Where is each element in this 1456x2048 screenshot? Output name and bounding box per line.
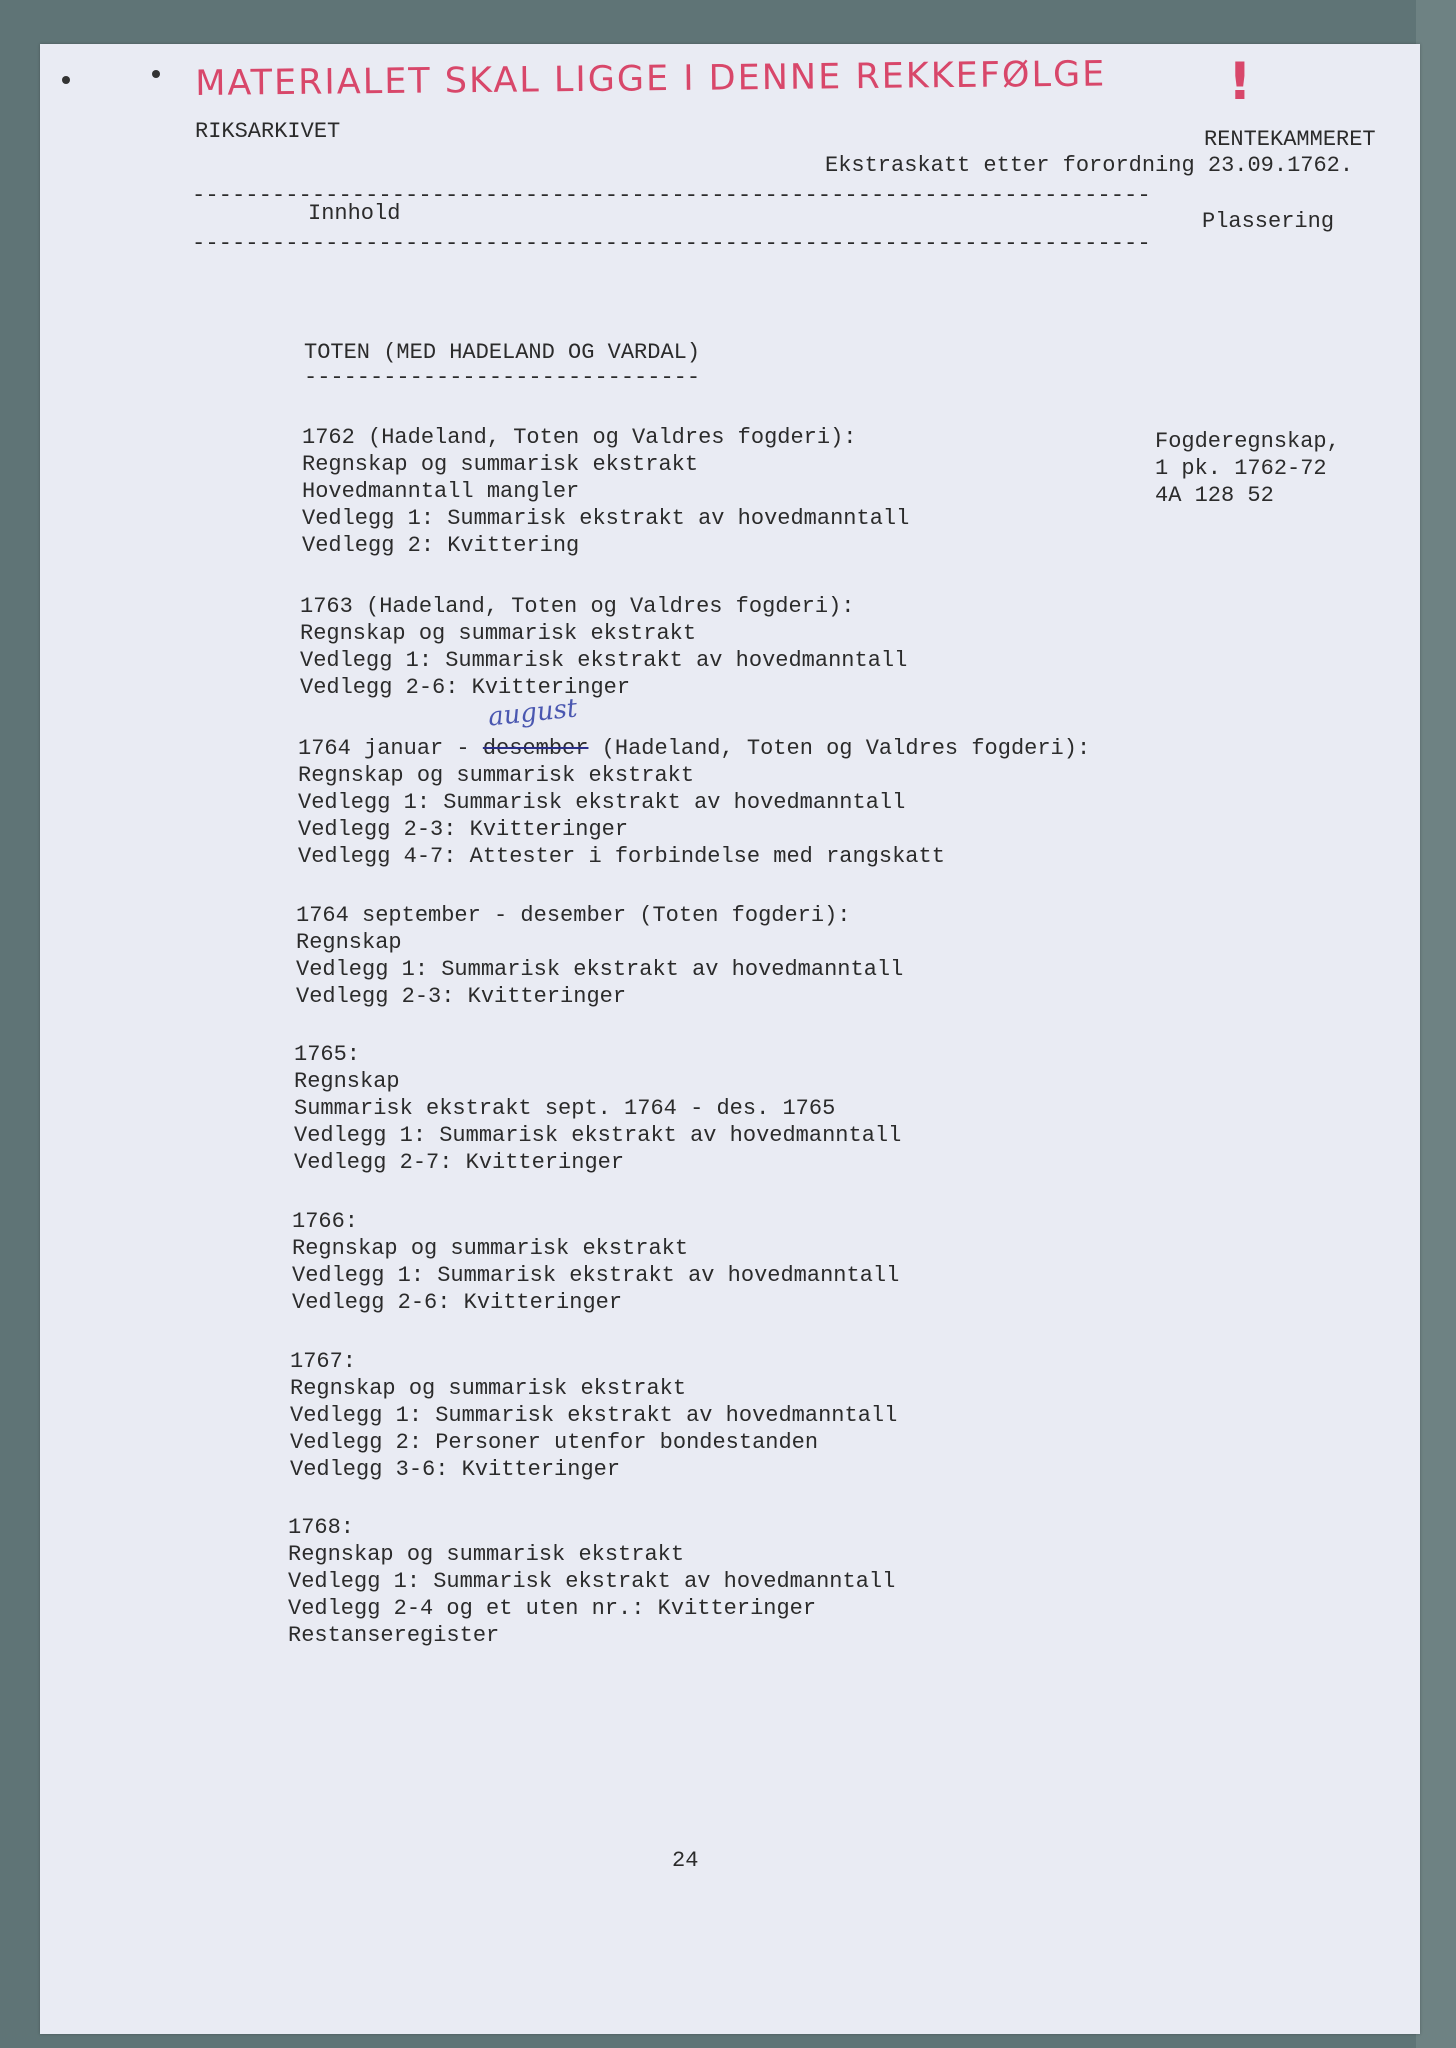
column-header-location: Plassering: [1202, 209, 1335, 234]
entry-line: Vedlegg 1: Summarisk ekstrakt av hovedmanntall: [296, 957, 904, 982]
entry-line: Vedlegg 2-3: Kvitteringer: [298, 817, 629, 842]
location-line: 4A 128 52: [1155, 483, 1274, 508]
entry-line: Vedlegg 2-4 og et uten nr.: Kvitteringer: [288, 1596, 817, 1621]
location-line: Fogderegnskap,: [1155, 429, 1340, 454]
entry-heading: [298, 735, 1090, 762]
entry-line: Regnskap og summarisk ekstrakt: [290, 1376, 687, 1401]
entry-line: Vedlegg 2: Kvittering: [302, 533, 580, 558]
entry-line: Hovedmanntall mangler: [302, 479, 580, 504]
entry-line: Restanseregister: [288, 1623, 500, 1648]
entry-line: Regnskap og summarisk ekstrakt: [302, 452, 699, 477]
archive-right: RENTEKAMMERET: [1204, 127, 1376, 152]
entry-line: Regnskap og summarisk ekstrakt: [298, 763, 695, 788]
entry-line: Vedlegg 2-7: Kvitteringer: [294, 1150, 625, 1175]
background-right: [1416, 0, 1456, 2048]
document-page: [40, 44, 1420, 2034]
section-title: TOTEN (MED HADELAND OG VARDAL): [304, 340, 701, 365]
entry-heading: 1767:: [290, 1349, 357, 1374]
handwritten-correction: august: [486, 693, 579, 733]
entry-line: Vedlegg 1: Summarisk ekstrakt av hovedmanntall: [302, 506, 910, 531]
entry-line: Vedlegg 1: Summarisk ekstrakt av hovedmanntall: [298, 790, 906, 815]
struck-word: desember: [482, 736, 589, 761]
entry-line: Vedlegg 1: Summarisk ekstrakt av hovedmanntall: [288, 1569, 896, 1594]
entry-line: Summarisk ekstrakt sept. 1764 - des. 1765: [294, 1096, 836, 1121]
heading-part: (Hadeland, Toten og Valdres fogderi):: [588, 736, 1091, 761]
entry-heading: 1765:: [294, 1042, 361, 1067]
entry-line: Vedlegg 2-3: Kvitteringer: [296, 984, 627, 1009]
section-underline: ------------------------------: [304, 365, 701, 390]
entry-heading: 1764 september - desember (Toten fogderi):: [296, 903, 851, 928]
entry-line: Vedlegg 2-6: Kvitteringer: [300, 675, 631, 700]
entry-line: Vedlegg 2-6: Kvitteringer: [292, 1290, 623, 1315]
handwritten-exclamation: !: [1228, 52, 1252, 112]
archive-left: RIKSARKIVET: [195, 119, 341, 144]
page-number: 24: [672, 1848, 699, 1873]
divider-top: ------------------------------------------------------------------------: [192, 183, 1151, 208]
punch-hole: [152, 70, 160, 78]
column-header-content: Innhold: [308, 201, 401, 226]
document-subtitle: Ekstraskatt etter forordning 23.09.1762.: [825, 153, 1354, 178]
entry-line: Vedlegg 1: Summarisk ekstrakt av hovedmanntall: [290, 1403, 898, 1428]
entry-line: Regnskap og summarisk ekstrakt: [292, 1236, 689, 1261]
entry-heading: 1762 (Hadeland, Toten og Valdres fogderi):: [302, 425, 857, 450]
punch-hole: [62, 76, 70, 84]
handwritten-header: MATERIALET SKAL LIGGE I DENNE REKKEFØLGE: [195, 54, 1107, 104]
entry-line: Regnskap og summarisk ekstrakt: [300, 621, 697, 646]
heading-part: 1764 januar -: [298, 736, 483, 761]
entry-line: Vedlegg 1: Summarisk ekstrakt av hovedmanntall: [300, 648, 908, 673]
entry-heading: 1768:: [288, 1515, 355, 1540]
entry-line: Regnskap: [296, 930, 402, 955]
entry-line: Vedlegg 1: Summarisk ekstrakt av hovedmanntall: [294, 1123, 902, 1148]
location-line: 1 pk. 1762-72: [1155, 456, 1327, 481]
entry-heading: 1763 (Hadeland, Toten og Valdres fogderi):: [300, 594, 855, 619]
entry-line: Vedlegg 3-6: Kvitteringer: [290, 1457, 621, 1482]
divider-bottom: ------------------------------------------------------------------------: [192, 231, 1151, 256]
entry-line: Regnskap og summarisk ekstrakt: [288, 1542, 685, 1567]
entry-line: Regnskap: [294, 1069, 400, 1094]
entry-line: Vedlegg 1: Summarisk ekstrakt av hovedmanntall: [292, 1263, 900, 1288]
entry-heading: 1766:: [292, 1209, 359, 1234]
entry-line: Vedlegg 4-7: Attester i forbindelse med rangskatt: [298, 844, 945, 869]
entry-line: Vedlegg 2: Personer utenfor bondestanden: [290, 1430, 819, 1455]
